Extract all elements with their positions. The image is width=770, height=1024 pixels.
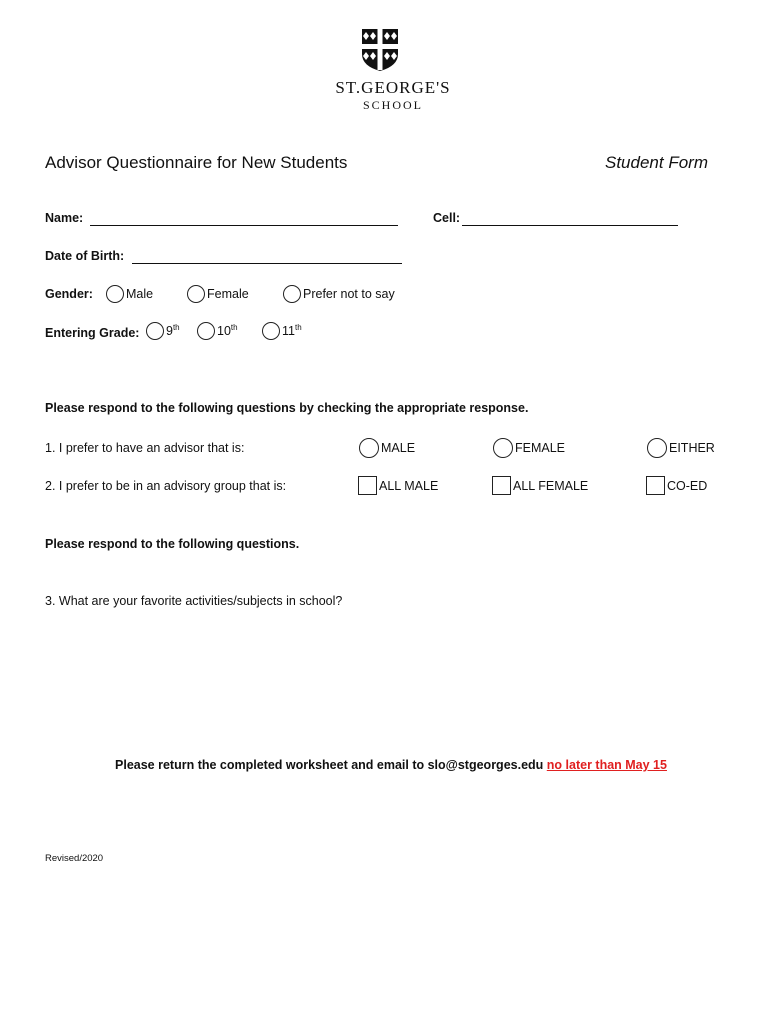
section1-instruction: Please respond to the following questions by checking the appropriate response.	[45, 401, 529, 415]
cell-label: Cell:	[433, 211, 461, 225]
question-1: 1. I prefer to have an advisor that is:	[45, 441, 245, 455]
gender-label: Gender:	[45, 287, 93, 301]
radio-button[interactable]	[493, 438, 513, 458]
school-logo	[333, 28, 453, 116]
checkbox[interactable]	[646, 476, 665, 495]
grade-option-11[interactable]: 11th	[262, 322, 302, 340]
radio-button[interactable]	[359, 438, 379, 458]
radio-button[interactable]	[106, 285, 124, 303]
revised-date: Revised/2020	[45, 853, 104, 864]
return-text: Please return the completed worksheet and email to slo@stgeorges.edu	[115, 758, 547, 772]
checkbox[interactable]	[358, 476, 377, 495]
q2-option-all-male[interactable]: ALL MALE	[358, 476, 438, 495]
q1-option-female[interactable]: FEMALE	[493, 438, 565, 458]
radio-button[interactable]	[146, 322, 164, 340]
question-3: 3. What are your favorite activities/subjects in school?	[45, 594, 343, 608]
question-2: 2. I prefer to be in an advisory group that is:	[45, 479, 287, 493]
name-field[interactable]	[90, 211, 398, 226]
grade-label: Entering Grade:	[45, 326, 140, 340]
cell-field[interactable]	[462, 211, 678, 226]
school-name: ST.GEORGE'S	[335, 78, 451, 97]
grade-option-10[interactable]: 10th	[197, 322, 238, 340]
dob-label: Date of Birth:	[45, 249, 125, 263]
radio-button[interactable]	[197, 322, 215, 340]
grade-option-9[interactable]: 9th	[146, 322, 180, 340]
gender-option-male[interactable]: Male	[106, 285, 153, 303]
return-instructions	[0, 758, 770, 772]
radio-button[interactable]	[283, 285, 301, 303]
school-crest-icon	[361, 28, 399, 72]
dob-field[interactable]	[132, 249, 402, 264]
radio-button[interactable]	[262, 322, 280, 340]
deadline-text: no later than May 15	[546, 758, 667, 772]
checkbox[interactable]	[492, 476, 511, 495]
page-title: Advisor Questionnaire for New Students	[45, 153, 348, 172]
school-subtitle: SCHOOL	[362, 98, 423, 112]
q2-option-coed[interactable]: CO-ED	[646, 476, 707, 495]
radio-button[interactable]	[187, 285, 205, 303]
q1-option-either[interactable]: EITHER	[647, 438, 715, 458]
form-type-label: Student Form	[605, 153, 708, 172]
name-label: Name:	[45, 211, 84, 225]
section2-instruction: Please respond to the following questions.	[45, 537, 300, 551]
radio-button[interactable]	[647, 438, 667, 458]
q1-option-male[interactable]: MALE	[359, 438, 415, 458]
gender-option-female[interactable]: Female	[187, 285, 249, 303]
q2-option-all-female[interactable]: ALL FEMALE	[492, 476, 588, 495]
gender-option-prefer-not[interactable]: Prefer not to say	[283, 285, 395, 303]
